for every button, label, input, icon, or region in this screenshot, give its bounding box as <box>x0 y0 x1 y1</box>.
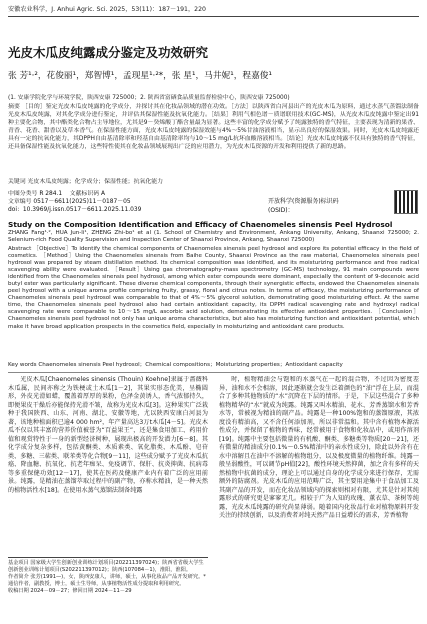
journal-line: 安徽农业科学，J. Anhui Agric. Sci. 2025，53(11)：187－191，220 <box>8 6 206 13</box>
doi[interactable]: doi：10.3969/j.issn.0517－6611.2025.11.039 <box>8 207 142 213</box>
footnotes <box>8 560 208 595</box>
keywords-zh: 关键词 光皮木瓜皮纯露；化学成分；保湿性能；抗氧化能力 <box>8 179 164 185</box>
fund-note: 基金项目 国家级大学生创新创业训练计划项目(202211397024)；陕西省省级大学生创新创业训练计划项目(S202211397012)；陕西(107084－1)，淮阳，淮阳。 <box>8 560 204 573</box>
date-note: 收稿日期 2024－09－27；修回日期 2024－11－29 <box>8 588 132 594</box>
keywords-en: Key words Chaenomeles sinensis Peel hydrosol；Chemical compositions；Moisturizing properties；Antioxidant capacity <box>8 362 343 368</box>
osid-block <box>268 190 418 214</box>
authors-en: ZHANG Fang¹·², HUA Jun-li¹, ZHENG Zhi-bo¹ et al (1. School of Chemistry and Environment, Ankang University, Ankang, Shaanxi 725000; 2. Selenium-rich Food Quality Supervision and Inspection Center of Shaanxi Province, Ankang, Shaanxi 725000) <box>8 230 419 244</box>
body-column-left <box>8 376 208 554</box>
section-divider <box>8 372 419 373</box>
classification-block <box>8 190 263 214</box>
abstract-en: Abstract ［Objective］To identify the chemical components of Chaenomeles sinensis peel hydrosol and explore its potential efficacy in the field of cosmetics. ［Method］Using the Chaenomeles sinensis from Baihe County, Shaanxi Province as the raw material, Chaenomeles sinensis peel hydrosol was prepared by steam distillation method. Its chemical composition was identified, and its moisturizing performance and free radical scavenging ability were evaluated. ［Result］Using gas chromatography-mass spectrometry (GC-MS) technology, 91 main compounds were identified from the Chaenomeles sinensis peel hydrosol, among which ester compounds were dominant, especially the content of 9-decenoic acid butyl ester was particularly significant. These diverse chemical components, through their synergistic effects, endowed the Chaenomeles sinensis peel hydrosol with a unique aroma profile comprising fruity, grassy, floral and citrus notes. In terms of efficacy, the moisturizing performance of Chaenomeles sinensis peel hydrosol was comparable to that of 4%～5% glycerol solution, demonstrating good moisturizing effect. At the same time, the Chaenomeles sinensis peel hydrosol also had certain antioxidant capacity, its DPPH radical scavenging rate and hydroxyl radical scavenging rate were comparable to 10～15 mg/L ascorbic acid solution, demonstrating its effective antioxidant properties. ［Conclusion］Chaenomeles sinensis peel hydrosol not only has unique aroma characteristics, but also has moisturizing function and antioxidant potential, which make it have broad application prospects in the cosmetics field, especially in moisturizing and antioxidant care products. <box>8 246 419 330</box>
body-paragraph: 光皮木瓜[Chaenomeles sinensis (Thouin) Koehne]隶属于蔷薇科木瓜属，民间亦称之为铁梗或土木瓜[1－2]，其果实形态优美，呈椭圆形，外皮光滑如蜡，覆盖着厚厚的果粉，色泽金黄诱人，香气浓郁持久，即便果皮干燥后亦能保持光滑不皱，故称为光皮木瓜[3]。这种果实广泛栽种于我国陕西、山东、河南、湖北、安徽等地，尤以陕西安康白河县为著，该地种植面积已逾4 000 hm²，年产量高达3万t木瓜[4－5]。光皮木瓜不仅以其丰富的营养价值被誉为“百益果王”，还是集食用加工、药用价值和观赏特性于一身的新型经济树种，展现出极高的开发潜力[6－8]。其化学成分复杂多样，包括黄酮类、木质素类、氧化脂类、木瓜酚、皂苷类、多糖、三萜类、联苯类等化合物[9－11]，这些成分赋予了光皮木瓜抗癌、降血糖、抗氧化、抗老年痴呆、免疫调节、保肝、抗炎抑菌、抗病毒等多重保健功效[12－17]，使其在医药及健康产业内有着广泛的应用前景。纯露，是精油在蒸馏萃取过程中的副产物，亦称水精油，是一种天然的植物活性水[18]。在使用水蒸气蒸馏法制备纯露 <box>8 376 208 494</box>
document-code: 文献标识码 A <box>69 191 106 197</box>
body-paragraph: 时，植物精油会与饱和的水蒸气在一起的混合物，不过因为密度差异，油和水不会相溶，因此逐渐就会发生泛着颜色的“油”浮在上层，而混合了多种其他物质的“水”沉降在下层的情形。于是，下层这些混合了多种植物精华的“水”就成为纯露。纯露又叫水精油、花水、芳香蒸馏水和芳香水等，常被视为精油的副产品。纯露是一种100%饱和的蒸馏原液，其浓度没有精油高，又不含任何添加剂，所以非常温和。其中含有植物本源活性成分，并保留了植物的香味，经常被用于食物和化妆品中，或用作溶剂[19]。纯露中主要包括微量的有机酸、酮类、多糖类等物质[20－21]，还有微量的精油成分(0.1%～0.5%精油中的亲水性成分)，除此以外含有在水中溶解且在油中不溶解的植物组分，以及极度微量的植物纤维。纯露一般呈弱酸性，可以调节pH值[22]，酸性环境天然抑菌，加之含有多样的天然植物中抗菌的成分，理论上可以通过自身的化学成分来进行保存，无需额外的防腐剂。光皮木瓜的应用范畴广泛，其主要用途集中于食品加工及其副产品的开发，而在化妆品领域内的探索则相对有限，尤其是针对其纯露形式的研究更是寥寥无几。相较于广为人知的玫瑰、薰衣草、茶树等纯露，光皮木瓜纯露的研究尚显薄弱。随着国内化妆品行业对植物原料开发关注的持续创新，以及消费者对纯天然产品日益增长的需求，芳香植物 <box>219 376 419 519</box>
clc-code: 中图分类号 R 284.1 <box>8 191 63 197</box>
qr-code-icon[interactable] <box>394 190 418 214</box>
abstract-zh: 摘要 ［目的］鉴定光皮木瓜皮纯露的化学成分，并探讨其在化妆品领域的潜在功效。［方法］以陕西省白河县出产的光皮木瓜为原料，通过水蒸气蒸馏法制备光皮木瓜皮纯露，对其化学成分进行鉴定，并评估其保湿性能及抗氧化能力。［结果］利用气相色谱－质谱联用技术(GC-MS)，从光皮木瓜皮纯露中鉴定出91种主要化合物，其中酯类化合物占主导地位，尤其是9－癸烯酸丁酯含量最为显著。这些丰富的化学成分赋予了纯露独特的香气特征，主要表现为清新的果香、青香、花香、甜香以及草本香气。在保湿性能方面，光皮木瓜皮纯露的保湿效能与4%～5%甘油溶液相当，显示出良好的保湿效果。同时，光皮木瓜皮纯露还具有一定的抗氧化能力，其DPPH自由基清除率和羟基自由基清除率均与10～15 mg/L抗坏血酸溶液相当。［结论］光皮木瓜皮纯露不仅具有独特的香气特征，还具备保湿性能及抗氧化能力，这些特性使其在化妆品领域展现出广泛的应用潜力，为光皮木瓜资源的开发和利用提供了新的思路。 <box>8 104 419 151</box>
footnote-rule <box>8 557 208 558</box>
authors-zh: 张 芳¹·²，花俊丽¹，郑智博¹，孟现星¹·²*，张 星¹，马井妮¹，程嘉俊¹ <box>8 71 272 81</box>
article-number: 文章编号 0517－6611(2025)11－0187－05 <box>8 199 131 205</box>
paper-title-en: Study on the Composition Identification and Efficacy of Chaenomeles sinensis Peel Hydrosol <box>8 220 393 229</box>
osid-label: 开放科学(资源服务)标识码(OSID)： <box>268 198 339 214</box>
paper-title-zh: 光皮木瓜皮纯露成分鉴定及功效研究 <box>8 45 209 60</box>
journal-header <box>8 4 419 17</box>
affiliation-zh: (1. 安康学院化学与环境学院，陕西安康 725000；2. 陕西省富硒食品质量监督检验中心，陕西安康 725000) <box>8 95 290 101</box>
body-column-right <box>219 376 419 622</box>
author-note: 作者简介 张芳(1991—)，女，陕西安康人，讲师，硕士，从事化妆品产品开发研究。*通信作者，副教授，博士，硕士生导师，从事植物活性成分提取和利用研究。 <box>8 574 206 587</box>
